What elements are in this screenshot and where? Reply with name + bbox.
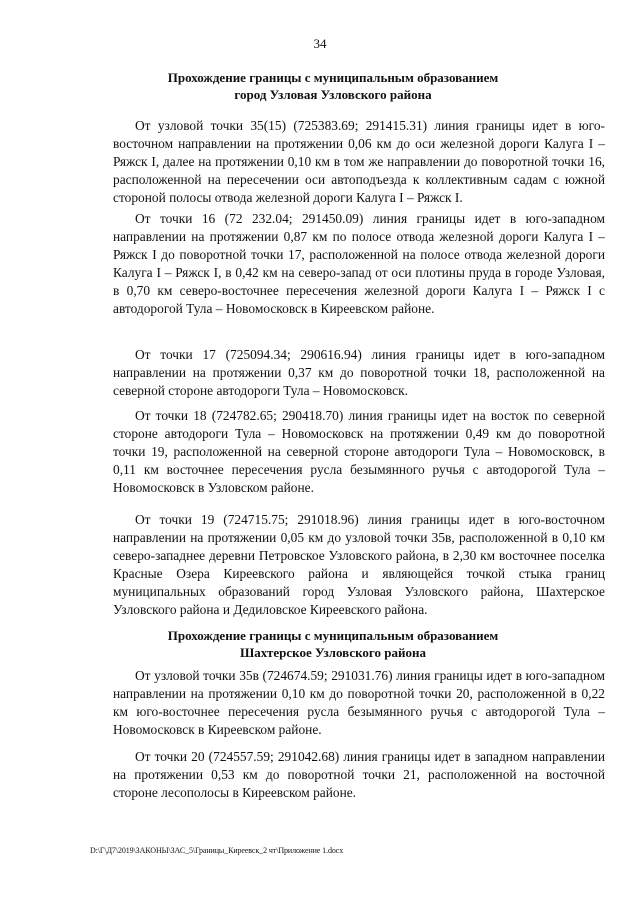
paragraph-point-16: От точки 16 (72 232.04; 291450.09) линия границы идет в юго-западном направлении на протяжении 0,87 км по полосе отвода железной дороги Калуга I – Ряжск I до поворотной точки 17, расположенной на полосе отвода железной дороги Калуга I – Ряжск I, в 0,42 км на северо-запад от оси плотины пруда в городе Узловая, в 0,70 км северо-восточнее пересечения железной дороги Калуга I – Ряжск I с автодорогой Тула – Новомосковск в Киреевском районе. — [113, 211, 605, 317]
paragraph-point-17: От точки 17 (725094.34; 290616.94) линия границы идет в юго-западном направлении на протяжении 0,37 км до поворотной точки 18, расположенной на северной стороне автодороги Тула – Новомосковск. — [113, 347, 605, 399]
paragraph-point-35v: От узловой точки 35в (724674.59; 291031.76) линия границы идет в юго-западном направлении на протяжении 0,10 км до поворотной точки 20, расположенной в 0,22 км юго-восточнее пересечения русла безымянного ручья с автодорогой Тула – Новомосковск в Киреевском районе. — [113, 668, 605, 738]
page-number: 34 — [313, 36, 327, 51]
heading-line-1: Прохождение границы с муниципальным образованием — [167, 70, 499, 85]
paragraph-point-18: От точки 18 (724782.65; 290418.70) линия границы идет на восток по северной стороне автодороги Тула – Новомосковск на протяжении 0,49 км до поворотной точки 19, расположенной на северной стороне автодороги Тула – Новомосковск, в 0,11 км восточнее пересечения русла безымянного ручья с автодорогой Тула – Новомосковск в Узловском районе. — [113, 408, 605, 496]
heading-line-2: город Узловая Узловского района — [234, 87, 432, 102]
footer-file-path: D:\Г\Д7\2019\ЗАКОНЫ\ЗАС_5\Границы_Киреевск_2 чт\Приложение 1.docx — [90, 846, 344, 855]
heading-line-2: Шахтерское Узловского района — [240, 645, 426, 660]
section-heading-uzlovaya — [110, 69, 556, 103]
paragraph-point-20: От точки 20 (724557.59; 291042.68) линия границы идет в западном направлении на протяжении 0,53 км до поворотной точки 21, расположенной на восточной стороне лесополосы в Киреевском районе. — [113, 749, 605, 801]
heading-line-1: Прохождение границы с муниципальным образованием — [167, 628, 499, 643]
section-heading-shakhterskoe — [110, 627, 556, 661]
paragraph-point-35-15: От узловой точки 35(15) (725383.69; 291415.31) линия границы идет в юго-восточном направлении на протяжении 0,06 км до оси железной дороги Калуга I – Ряжск I, далее на протяжении 0,10 км в том же направлении до поворотной точки 16, расположенной на пересечении оси автоподъезда к коллективным садам с южной стороной полосы отвода железной дороги Калуга I – Ряжск I. — [113, 118, 605, 206]
paragraph-point-19: От точки 19 (724715.75; 291018.96) линия границы идет в юго-восточном направлении на протяжении 0,05 км до узловой точки 35в, расположенной в 0,10 км северо-западнее деревни Петровское Узловского района, в 2,30 км восточнее поселка Красные Озера Киреевского района и являющейся точкой стыка границ муниципальных образований город Узловая Узловского района, Шахтерское Узловского района и Дедиловское Киреевского района. — [113, 512, 605, 618]
